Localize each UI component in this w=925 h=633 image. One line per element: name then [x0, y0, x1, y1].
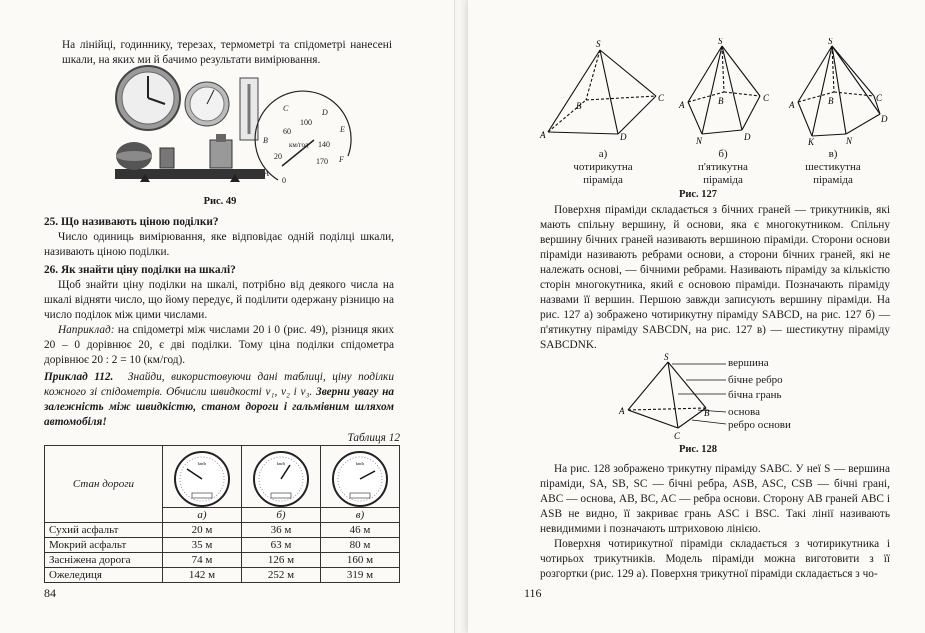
vertex-b: B	[576, 101, 582, 111]
q26-block	[44, 278, 394, 368]
cell: 35 м	[163, 538, 242, 553]
speedo-letter-d: D	[322, 108, 328, 117]
cell: 252 м	[242, 568, 321, 583]
col-a: а)	[163, 508, 242, 523]
gauge-unit-a: km/h	[197, 460, 207, 466]
table-row	[45, 568, 400, 583]
row-name: Сухий асфальт	[45, 523, 163, 538]
paragraph-1: Поверхня піраміди складається з бічних граней — трикутників, які мають спільну вершину, й основи, яка є многокутником. Спільну вершину бічних граней називають вершиною піраміди. Сторони основи піраміди називають ребрами основи, а сторони бічних граней, які не належать основі, — бічними ребрами. Називають піраміду за кількістю сторін многокутника, який є основою піраміди. Позначають піраміду назвами її вершин. Першою завжди записують вершину піраміди. На рис. 127 а) зображено чотирикутну піраміду SABCD, на рис. 127 б) — п'ятикутну піраміду SABCDN, на рис. 127 в) — шестикутну піраміду SABCDNK.	[540, 204, 890, 351]
cell: 46 м	[321, 523, 400, 538]
speedometer-b	[246, 449, 316, 507]
cell: 36 м	[242, 523, 321, 538]
gauge-cell-a	[163, 446, 242, 508]
ex112-bold: Зверни увагу на залежність між швидкістю, станом дороги і гальмівним шляхом автомобіля!	[44, 386, 395, 428]
fig127-label-c: в) шестикутна піраміда	[805, 148, 861, 186]
ex112-text: Знайди, використовуючи дані таблиці, ціну поділки кожного зі спідометрів. Обчисли швидкості v₁, v₂ і v₃.	[44, 371, 394, 398]
fig127-pyramids	[538, 38, 888, 146]
table-row	[45, 523, 400, 538]
page-number-right: 116	[524, 586, 542, 600]
row-name: Мокрий асфальт	[45, 538, 163, 553]
speedo-label-20: 20	[274, 152, 282, 161]
q26-title: 26. Як знайти ціну поділки на шкалі?	[44, 264, 236, 276]
right-page	[468, 0, 925, 633]
intro-text: На лінійці, годиннику, терезах, термометрі та спідометрі нанесені шкали, на яких ми й бачимо результати вимірювання.	[62, 39, 392, 66]
row-name: Ожеледиця	[45, 568, 163, 583]
gauge-cell-b	[242, 446, 321, 508]
fig128-label-lateral-face: бічна грань	[728, 389, 782, 401]
speedo-letter-a: A	[264, 169, 269, 178]
row-name: Засніжена дорога	[45, 553, 163, 568]
q26-text: Щоб знайти ціну поділки на шкалі, потрібно від деякого числа на шкалі відняти число, що йому передує, й поділити одержану різницю на число поділок між цими числами.	[44, 279, 394, 321]
fig128-label-vertex: вершина	[728, 357, 769, 369]
vertex-b: B	[704, 408, 710, 418]
vertex-a: A	[619, 406, 625, 416]
q25-text: Число одиниць вимірювання, яке відповідає одній поділці шкали, називають ціною поділки.	[44, 231, 394, 258]
fig128-label-lateral-edge: бічне ребро	[728, 374, 783, 386]
vertex-c: C	[658, 93, 665, 103]
col-b: б)	[242, 508, 321, 523]
vertex-b: B	[718, 96, 724, 106]
cell: 160 м	[321, 553, 400, 568]
paragraph-3: Поверхня чотирикутної піраміди складається з чотирикутника і чотирьох трикутників. Модель піраміди можна виготовити з її розгортки (рис. 129 а). Поверхня трикутної піраміди складається з чо-	[540, 538, 890, 580]
fig127-caption: Рис. 127	[678, 189, 718, 200]
col-c: в)	[321, 508, 400, 523]
vertex-d: D	[881, 114, 888, 124]
example-prefix: Наприклад:	[58, 324, 115, 336]
speedo-letter-b: B	[263, 136, 268, 145]
example-text: на спідометрі між числами 20 і 0 (рис. 49), різниця яких 20 – 0 дорівнює 20, є дві поділки. Тому ціна поділки спідометра дорівнює 20 : 2 = 10 (км/год).	[44, 324, 394, 366]
speedo-unit: км/год	[289, 141, 309, 149]
cell: 80 м	[321, 538, 400, 553]
speedo-letter-f: F	[339, 155, 344, 164]
vertex-a: A	[679, 100, 685, 110]
paragraph-2: На рис. 128 зображено трикутну піраміду SABC. У неї S — вершина піраміди, SA, SB, SC — бічні ребра, ASB, ASC, CSB — бічні грані, ABC — основа, AB, BC, AC — ребра основи. Сторону AB граней ABC і ASB не видно, її закриває грань ASC і BSC. Такі лінії називають невидимими і позначають штриховою лінією.	[540, 463, 890, 535]
cell: 63 м	[242, 538, 321, 553]
vertex-d: D	[620, 132, 627, 142]
fig49-caption: Рис. 49	[203, 196, 237, 207]
vertex-a: A	[540, 130, 546, 140]
table-gauge-row	[45, 446, 400, 508]
vertex-n: N	[696, 136, 703, 146]
vertex-c: C	[674, 431, 681, 441]
vertex-n: N	[846, 136, 853, 146]
speedometer-c	[325, 449, 395, 507]
vertex-d: D	[744, 132, 751, 142]
vertex-c: C	[763, 93, 770, 103]
vertex-s: S	[828, 38, 833, 46]
vertex-s: S	[718, 38, 723, 46]
cell: 319 м	[321, 568, 400, 583]
gauge-unit-b: km/h	[276, 460, 286, 466]
q25-title: 25. Що називають ціною поділки?	[44, 216, 219, 228]
table-caption: Таблиця 12	[347, 432, 400, 444]
fig127-label-b: б) п'ятикутна піраміда	[698, 148, 748, 186]
table-12	[44, 445, 400, 583]
table-row	[45, 538, 400, 553]
fig128-label-base-edge: ребро основи	[728, 419, 791, 431]
speedo-label-60: 60	[283, 127, 291, 136]
vertex-c: C	[876, 93, 883, 103]
speedo-label-140: 140	[318, 140, 330, 149]
vertex-s: S	[664, 352, 669, 362]
fig128-caption: Рис. 128	[678, 444, 718, 455]
cell: 74 м	[163, 553, 242, 568]
vertex-k: K	[808, 137, 815, 146]
left-page	[0, 0, 455, 633]
fig127-label-a: а) чотирикутна піраміда	[573, 148, 633, 186]
fig128-label-base: основа	[728, 406, 760, 418]
gauge-unit-c: km/h	[355, 460, 365, 466]
speedo-label-0: 0	[282, 176, 286, 185]
vertex-b: B	[828, 96, 834, 106]
vertex-s: S	[596, 39, 601, 49]
page-number-left: 84	[44, 586, 56, 600]
table-header-label: Стан дороги	[45, 446, 163, 523]
ex112-block	[44, 370, 394, 430]
speedo-label-100: 100	[300, 118, 312, 127]
cell: 126 м	[242, 553, 321, 568]
speedo-label-170: 170	[316, 157, 328, 166]
speedo-letter-e: E	[340, 125, 345, 134]
cell: 20 м	[163, 523, 242, 538]
gauge-cell-c	[321, 446, 400, 508]
vertex-a: A	[789, 100, 795, 110]
table-row	[45, 553, 400, 568]
fig49-illustration	[110, 64, 360, 194]
ex112-label: Приклад 112.	[44, 371, 114, 383]
speedo-letter-c: C	[283, 104, 289, 113]
speedometer-a	[167, 449, 237, 507]
cell: 142 м	[163, 568, 242, 583]
